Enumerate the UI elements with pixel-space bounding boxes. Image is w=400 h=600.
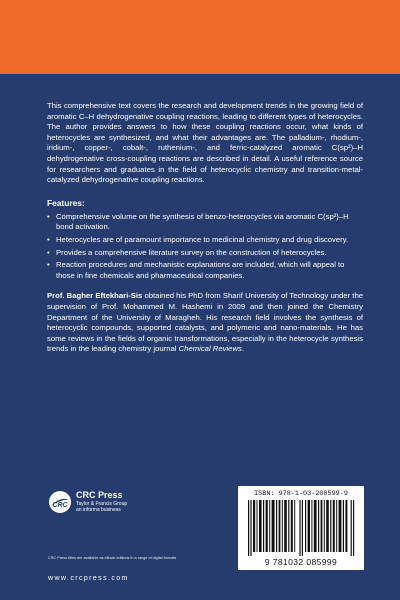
crc-logo-icon — [48, 490, 72, 514]
bullet-icon: • — [47, 260, 50, 270]
bullet-icon: • — [47, 247, 50, 257]
journal-name: Chemical Reviews — [178, 344, 242, 354]
ebook-note: CRC Press titles are available as eBook editions in a range of digital formats — [48, 556, 177, 560]
crc-logo-text: CRC — [52, 502, 68, 509]
publisher-logo — [48, 490, 178, 538]
features-heading: Features: — [47, 197, 85, 208]
feature-text: Reaction procedures and mechanistic explanations are included, which will appeal to those in fine chemicals and pharmaceutical companies. — [56, 260, 345, 280]
barcode-number: 9 781032 085999 — [264, 557, 338, 567]
orange-top-band — [0, 0, 400, 74]
feature-item — [47, 235, 363, 246]
author-bio — [47, 291, 363, 355]
feature-item — [47, 260, 363, 281]
feature-item — [47, 248, 363, 259]
bullet-icon: • — [47, 211, 50, 221]
feature-text: Heterocycles are of paramount importance to medicinal chemistry and drug discovery. — [56, 234, 349, 244]
author-name: Prof. Bagher Eftekhari-Sis — [47, 291, 143, 301]
book-description: This comprehensive text covers the research and development trends in the growing field of aromatic C–H dehydrogenative coupling reactions, leading to different types of heterocycles. The author provides answers to how these coupling reactions occur, what kinds of heterocycles are synthesized, and what their advantages are. The palladium-, rhodium-, iridium-, copper-, cobalt-, ruthenium-, and ferric-catalyzed aromatic C(sp²)–H dehydrogenative cross-coupling reactions are described in detail. A useful reference source for researchers and graduates in the field of heterocyclic chemistry and transition-metal-catalyzed dehydrogenative coupling reactions. — [47, 101, 363, 185]
feature-item — [47, 212, 363, 233]
publisher-tagline: an informa business — [76, 507, 121, 513]
feature-text: Provides a comprehensive literature survey on the construction of heterocycles. — [56, 247, 327, 257]
publisher-website[interactable]: www.crcpress.com — [48, 575, 129, 582]
isbn-text: ISBN: 978-1-03-208599-9 — [254, 490, 348, 498]
publisher-group: Taylor & Francis Group — [76, 501, 128, 507]
author-bio-end: . — [241, 344, 244, 354]
author-bio-text: obtained his PhD from Sharif University of Technology under the supervision of Prof. Mohammed M. Hashemi in 2009 and then joined the Chemistry Department of the University of Maragheh. His research field involves the synthesis of heterocyclic compounds, supported catalysts, and polymeric and nano-materials. He has some reviews in the fields of organic transformations, especially in the heterocycle synthesis trends in the leading chemistry journal — [47, 291, 363, 354]
feature-text: Comprehensive volume on the synthesis of benzo-heterocycles via aromatic C(sp²)–H bond activation. — [56, 211, 349, 232]
publisher-name: CRC Press — [76, 490, 123, 500]
isbn-barcode — [238, 486, 364, 570]
features-list — [47, 212, 363, 282]
barcode-bars — [246, 500, 358, 556]
back-cover-text — [47, 101, 363, 355]
bullet-icon: • — [47, 234, 50, 244]
